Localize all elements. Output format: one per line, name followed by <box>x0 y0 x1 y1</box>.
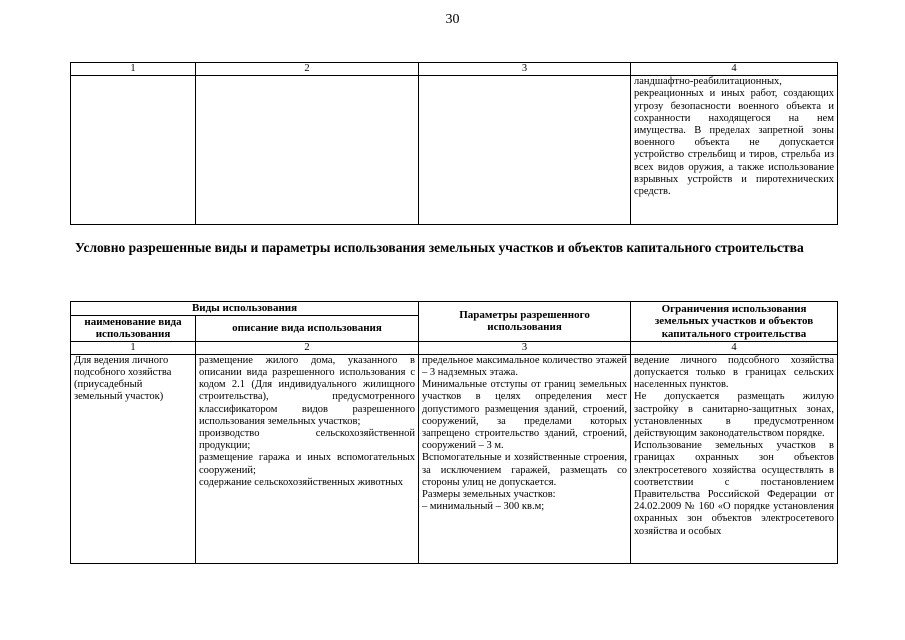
restriction-continuation-text: ландшафтно-реабилитационных, рекреационных и иных работ, создающих угрозу безопасности военного объекта и сохранности находящегося на нем имущества. В пределах запретной зоны военного объекта не допускается устройство стрельбищ и тиров, стрельба из всех видов оружия, а также использование взрывных устройств и пиротехнических средств. <box>631 76 838 225</box>
column-number-3: 3 <box>419 341 631 354</box>
header-row-1 <box>71 302 838 316</box>
column-number-3: 3 <box>419 63 631 76</box>
description-paragraph: производство сельскохозяйственной продукции; <box>199 427 416 452</box>
column-number-row <box>71 341 838 354</box>
empty-cell-1 <box>71 76 196 225</box>
use-name-cell: Для ведения личного подсобного хозяйства (приусадебный земельный участок) <box>71 354 196 563</box>
description-paragraph: размещение жилого дома, указанного в описании вида разрешенного использования с кодом 2.1 (Для индивидуального жилищного строительства), предусмотренного классификатором видов разрешенного использования земельных участков; <box>199 354 416 427</box>
restrictions-cell <box>631 354 838 563</box>
page-number: 30 <box>445 12 460 27</box>
restriction-paragraph: ведение личного подсобного хозяйства допускается только в границах сельских населенных пунктов. <box>634 354 835 391</box>
header-use-types: Виды использования <box>71 302 419 316</box>
section-heading: Условно разрешенные виды и параметры использования земельных участков и объектов капитального строительства <box>75 240 804 255</box>
column-number-2: 2 <box>196 341 419 354</box>
parameters-cell <box>419 354 631 563</box>
column-number-2: 2 <box>196 63 419 76</box>
empty-cell-3 <box>419 76 631 225</box>
header-parameters: Параметры разрешенного использования <box>419 302 631 342</box>
parameter-paragraph: Размеры земельных участков: <box>422 488 556 500</box>
table-row <box>71 76 838 225</box>
restriction-paragraph: Использование земельных участков в границах охранных зон объектов электросетевого хозяйства осуществлять в соответствии с постановлением Правительства Российской Федерации от 24.02.2009 № 160 «О порядке установления охранных зон объектов электросетевого хозяйства и особых <box>634 440 835 537</box>
parameter-paragraph: предельное максимальное количество этажей – 3 надземных этажа. <box>422 354 628 378</box>
column-number-row <box>71 63 838 76</box>
description-paragraph: содержание сельскохозяйственных животных <box>199 476 404 488</box>
column-number-1: 1 <box>71 341 196 354</box>
restriction-paragraph: Не допускается размещать жилую застройку в санитарно-защитных зонах, установленных в предусмотренном действующим законодательством порядке. <box>634 391 835 439</box>
empty-cell-2 <box>196 76 419 225</box>
column-number-4: 4 <box>631 63 838 76</box>
continuation-table <box>70 62 838 225</box>
header-use-name: наименование вида использования <box>71 315 196 341</box>
header-use-description: описание вида использования <box>196 315 419 341</box>
parameter-paragraph: Минимальные отступы от границ земельных участков в целях определения мест допустимого размещения зданий, строений, сооружений, за пределами которых запрещено строительство зданий, строений, сооружений – 3 м. <box>422 379 628 452</box>
use-description-cell <box>196 354 419 563</box>
description-paragraph: размещение гаража и иных вспомогательных сооружений; <box>199 452 416 476</box>
parameter-paragraph: Вспомогательные и хозяйственные строения, за исключением гаражей, размещать со стороны улиц не допускается. <box>422 452 628 488</box>
header-restrictions: Ограничения использования земельных участков и объектов капитального строительства <box>631 302 838 342</box>
column-number-4: 4 <box>631 341 838 354</box>
parameter-paragraph: – минимальный – 300 кв.м; <box>422 501 545 513</box>
column-number-1: 1 <box>71 63 196 76</box>
conditional-use-table <box>70 301 838 564</box>
table-row <box>71 354 838 563</box>
